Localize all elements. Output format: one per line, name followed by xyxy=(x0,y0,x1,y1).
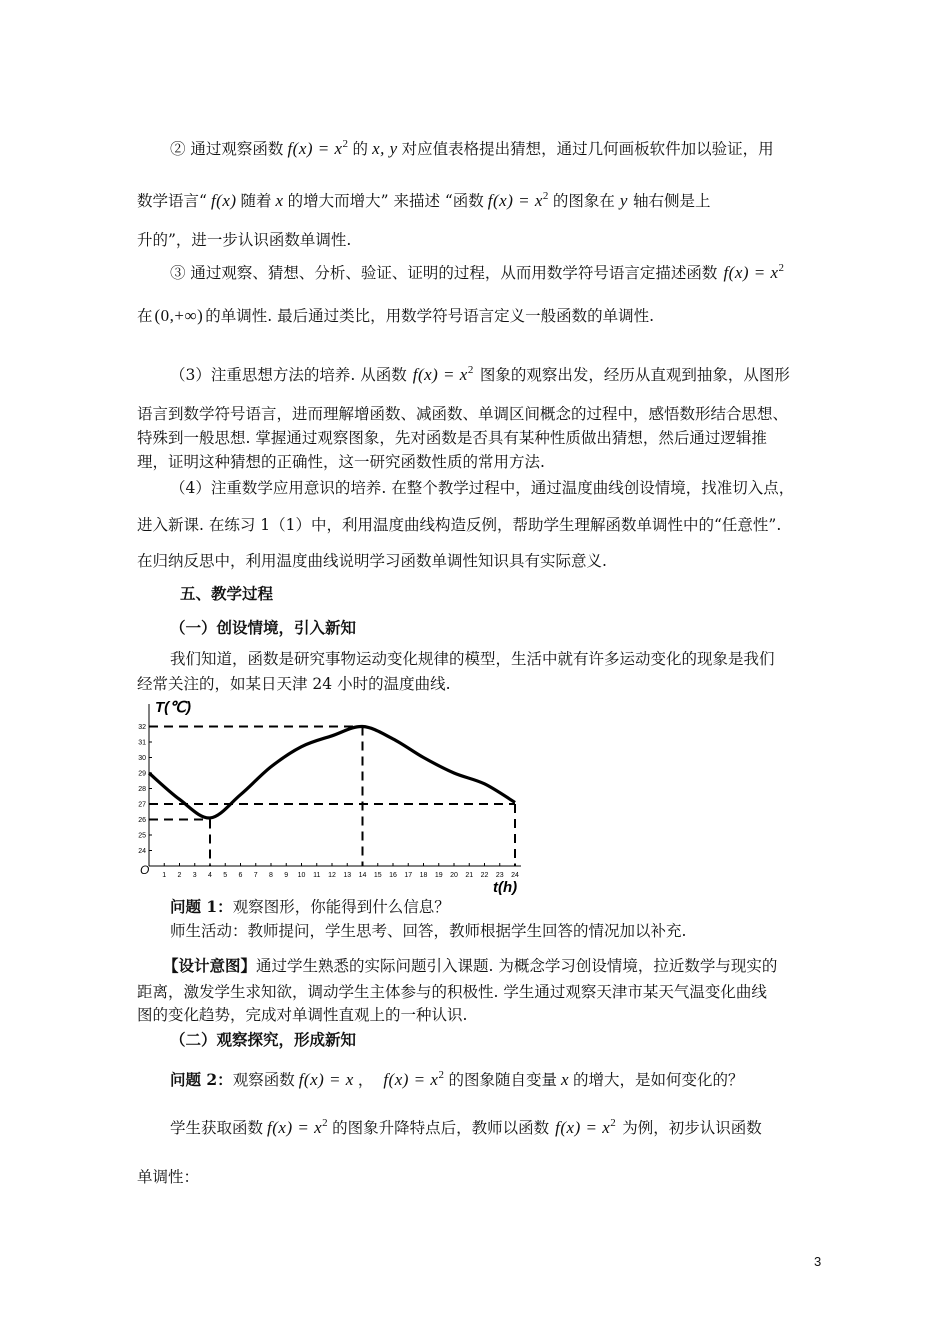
y-tick-label: 30 xyxy=(138,755,146,762)
paragraph: 我们知道，函数是研究事物运动变化规律的模型，生活中就有许多运动变化的现象是我们 xyxy=(170,650,775,668)
paragraph: ② 通过观察函数 $f(x) = x^2$ 的 x, y 对应值表格提出猜想，通过几何画板软件加以验证，用 xyxy=(170,138,774,158)
x-tick-label: 3 xyxy=(192,872,197,879)
y-tick-label: 26 xyxy=(138,817,146,824)
paragraph: ③ 通过观察、猜想、分析、验证、证明的过程，从而用数学符号语言定描述函数 $f(x) = x^2$ xyxy=(170,262,785,282)
y-tick-label: 29 xyxy=(138,770,146,778)
section-heading: 五、教学过程 xyxy=(180,584,274,603)
formula: f(x) = x xyxy=(298,1070,354,1089)
formula: $f(x) = x^2$ xyxy=(412,364,474,384)
x-tick-label: 23 xyxy=(495,872,504,879)
y-tick-label: 25 xyxy=(138,832,146,840)
paragraph: 在归纳反思中，利用温度曲线说明学习函数单调性知识具有实际意义. xyxy=(137,552,607,570)
question-2: 问题 2：观察函数 f(x) = x ， $f(x) = x^2$ 的图象随自变量 x 的增大，是如何变化的？ xyxy=(170,1069,744,1089)
formula: $f(x) = x^2$ xyxy=(267,1117,329,1137)
formula: (0,+∞) xyxy=(154,306,204,325)
x-tick-label: 22 xyxy=(480,872,489,879)
y-tick-label: 24 xyxy=(138,848,146,855)
x-tick-label: 20 xyxy=(450,872,458,879)
x-tick-label: 6 xyxy=(238,872,243,879)
subsection-heading: （二）观察探究，形成新知 xyxy=(170,1030,357,1049)
formula: $f(x) = x^2$ xyxy=(555,1117,617,1137)
formula: $f(x) = x^2$ xyxy=(723,262,785,282)
x-tick-label: 17 xyxy=(404,872,413,879)
paragraph: 在 (0,+∞) 的单调性. 最后通过类比，用数学符号语言定义一般函数的单调性. xyxy=(137,306,655,325)
paragraph: 经常关注的，如某日天津 24 小时的温度曲线. xyxy=(137,675,451,693)
paragraph: 图的变化趋势，完成对单调性直观上的一种认识. xyxy=(137,1006,468,1024)
paragraph: 学生获取函数 $f(x) = x^2$ 的图象升降特点后，教师以函数 $f(x) = x^2$ 为例，初步认识函数 xyxy=(170,1117,762,1137)
formula: $f(x) = x^2$ xyxy=(383,1069,445,1089)
x-tick-label: 5 xyxy=(223,872,228,879)
formula: x xyxy=(560,1070,569,1089)
x-tick-label: 8 xyxy=(269,872,273,879)
formula: y xyxy=(619,191,628,210)
paragraph: 语言到数学符号语言，进而理解增函数、减函数、单调区间概念的过程中，感悟数形结合思想、 xyxy=(137,405,789,423)
formula: x xyxy=(275,191,284,210)
y-tick-label: 32 xyxy=(138,724,146,731)
x-tick-label: 11 xyxy=(313,872,321,879)
page-number: 3 xyxy=(814,1254,822,1269)
x-tick-label: 24 xyxy=(511,872,519,879)
x-tick-label: 4 xyxy=(208,872,212,879)
paragraph: （4）注重数学应用意识的培养. 在整个教学过程中，通过温度曲线创设情境，找准切入点， xyxy=(170,479,795,497)
formula: f(x) xyxy=(210,191,237,210)
temperature-chart xyxy=(128,696,538,900)
paragraph: 理，证明这种猜想的正确性，这一研究函数性质的常用方法. xyxy=(137,453,545,471)
paragraph: （3）注重思想方法的培养. 从函数 $f(x) = x^2$ 图象的观察出发，经历从直观到抽象，从图形 xyxy=(170,364,790,384)
formula: $f(x) = x^2$ xyxy=(287,138,349,158)
formula: $f(x) = x^2$ xyxy=(487,190,549,210)
y-axis-label: T(℃) xyxy=(155,699,191,716)
x-tick-label: 18 xyxy=(419,872,428,879)
design-intent: 【设计意图】通过学生熟悉的实际问题引入课题. 为概念学习创设情境，拉近数学与现实的 xyxy=(163,956,778,975)
paragraph: 单调性： xyxy=(137,1168,200,1186)
paragraph: 进入新课. 在练习 1（1）中，利用温度曲线构造反例，帮助学生理解函数单调性中的“任意性”. xyxy=(137,516,782,534)
y-ticks xyxy=(138,724,152,855)
x-tick-label: 9 xyxy=(284,872,289,879)
x-tick-label: 7 xyxy=(253,872,258,879)
chart-axes xyxy=(149,704,521,866)
x-tick-label: 14 xyxy=(358,872,367,879)
paragraph: 升的”，进一步认识函数单调性. xyxy=(137,231,352,249)
x-tick-label: 1 xyxy=(162,872,167,879)
x-tick-label: 12 xyxy=(328,872,336,879)
y-tick-label: 27 xyxy=(138,801,146,809)
origin-label: O xyxy=(140,863,150,877)
x-ticks xyxy=(162,863,519,879)
x-tick-label: 21 xyxy=(465,872,474,879)
x-tick-label: 15 xyxy=(373,872,382,879)
paragraph: 特殊到一般思想. 掌握通过观察图象，先对函数是否具有某种性质做出猜想，然后通过逻辑推 xyxy=(137,429,767,447)
chart-guides xyxy=(149,727,515,867)
x-tick-label: 16 xyxy=(389,872,397,879)
y-tick-label: 31 xyxy=(138,739,146,747)
x-axis-label: t(h) xyxy=(493,879,518,896)
x-tick-label: 13 xyxy=(343,872,352,879)
paragraph: 师生活动：教师提问，学生思考、回答，教师根据学生回答的情况加以补充. xyxy=(170,922,687,940)
question-1: 问题 1：观察图形，你能得到什么信息？ xyxy=(170,897,450,916)
subsection-heading: （一）创设情境，引入新知 xyxy=(170,618,357,637)
paragraph: 数学语言“ f(x) 随着 x 的增大而增大” 来描述 “函数 $f(x) = x^2$ 的图象在 y 轴右侧是上 xyxy=(137,190,711,210)
formula: x, y xyxy=(372,139,398,158)
paragraph: 距离，激发学生求知欲，调动学生主体参与的积极性. 学生通过观察天津市某天气温变化曲线 xyxy=(137,983,767,1001)
x-tick-label: 2 xyxy=(177,872,182,879)
y-tick-label: 28 xyxy=(138,786,146,793)
x-tick-label: 10 xyxy=(297,872,306,879)
x-tick-label: 19 xyxy=(434,872,443,879)
